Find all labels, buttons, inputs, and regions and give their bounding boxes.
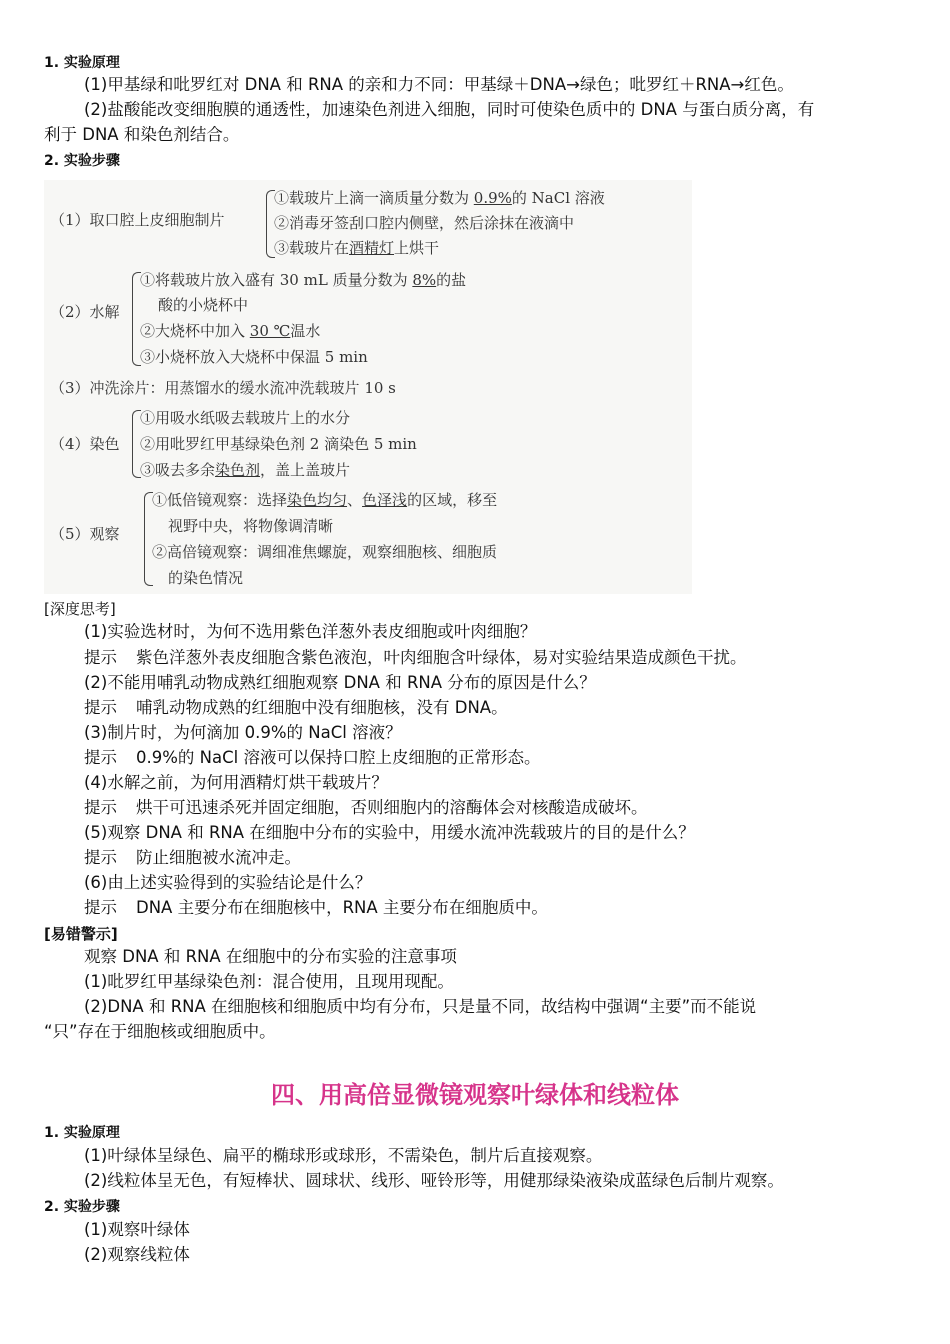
think-a3: 提示 0.9%的 NaCl 溶液可以保持口腔上皮细胞的正常形态。 — [84, 748, 541, 767]
section-title: 四、用高倍显微镜观察叶绿体和线粒体 — [271, 1081, 679, 1109]
think-a1: 提示 紫色洋葱外表皮细胞含紫色液泡，叶肉细胞含叶绿体，易对实验结果造成颜色干扰。 — [84, 648, 747, 667]
steps-diagram — [44, 180, 692, 594]
step3: （3）冲洗涂片：用蒸馏水的缓水流冲洗载玻片 10 s — [50, 379, 396, 397]
step5-item1: ①低倍镜观察：选择染色均匀、色泽浅的区域，移至 — [152, 491, 498, 509]
step5-item2-cont: 的染色情况 — [168, 569, 244, 587]
warn-2-line1: (2)DNA 和 RNA 在细胞核和细胞质中均有分布，只是量不同，故结构中强调“主要”而不能说 — [84, 997, 757, 1016]
step2-item3: ③小烧杯放入大烧杯中保温 5 min — [140, 348, 368, 366]
step2-item1: ①将载玻片放入盛有 30 mL 质量分数为 8%的盐 — [140, 271, 467, 289]
think-a4: 提示 烘干可迅速杀死并固定细胞，否则细胞内的溶酶体会对核酸造成破坏。 — [84, 798, 648, 817]
think-a2: 提示 哺乳动物成熟的红细胞中没有细胞核，没有 DNA。 — [84, 698, 508, 717]
think-q3: (3)制片时，为何滴加 0.9%的 NaCl 溶液？ — [84, 723, 402, 742]
step1-label: （1）取口腔上皮细胞制片 — [50, 211, 225, 229]
sec4-heading-steps: 2. 实验步骤 — [44, 1199, 120, 1215]
principle-2-line2: 利于 DNA 和染色剂结合。 — [44, 125, 240, 144]
step5-item2: ②高倍镜观察：调细准焦螺旋，观察细胞核、细胞质 — [152, 543, 498, 561]
think-header: [深度思考] — [44, 600, 116, 618]
step4-item2: ②用吡罗红甲基绿染色剂 2 滴染色 5 min — [140, 435, 417, 453]
think-a6: 提示 DNA 主要分布在细胞核中，RNA 主要分布在细胞质中。 — [84, 898, 548, 917]
sec4-principle-2: (2)线粒体呈无色，有短棒状、圆球状、线形、哑铃形等，用健那绿染液染成蓝绿色后制片观察。 — [84, 1171, 784, 1190]
sec4-step-2: (2)观察线粒体 — [84, 1245, 190, 1264]
sec4-principle-1: (1)叶绿体呈绿色、扁平的椭球形或球形，不需染色，制片后直接观察。 — [84, 1146, 603, 1165]
warn-2-line2: “只”存在于细胞核或细胞质中。 — [44, 1022, 276, 1041]
principle-1: (1)甲基绿和吡罗红对 DNA 和 RNA 的亲和力不同：甲基绿＋DNA→绿色；吡罗红＋RNA→红色。 — [84, 75, 794, 94]
step5-item1-cont: 视野中央，将物像调清晰 — [168, 517, 334, 535]
warn-intro: 观察 DNA 和 RNA 在细胞中的分布实验的注意事项 — [84, 947, 457, 966]
think-q4: (4)水解之前，为何用酒精灯烘干载玻片？ — [84, 773, 388, 792]
think-q1: (1)实验选材时，为何不选用紫色洋葱外表皮细胞或叶肉细胞？ — [84, 622, 537, 641]
step1-item2: ②消毒牙签刮口腔内侧壁，然后涂抹在液滴中 — [274, 214, 575, 232]
step2-label: （2）水解 — [50, 303, 120, 321]
think-q6: (6)由上述实验得到的实验结论是什么？ — [84, 873, 372, 892]
step1-item1: ①载玻片上滴一滴质量分数为 0.9%的 NaCl 溶液 — [274, 189, 605, 207]
step2-item1-cont: 酸的小烧杯中 — [158, 296, 249, 314]
step4-label: （4）染色 — [50, 435, 120, 453]
step1-item3: ③载玻片在酒精灯上烘干 — [274, 239, 440, 257]
step5-label: （5）观察 — [50, 525, 120, 543]
sec4-step-1: (1)观察叶绿体 — [84, 1220, 190, 1239]
sec4-heading-principle: 1. 实验原理 — [44, 1125, 120, 1141]
heading-steps: 2. 实验步骤 — [44, 153, 120, 169]
warn-header: [易错警示] — [44, 925, 118, 943]
heading-principle: 1. 实验原理 — [44, 55, 120, 71]
think-q5: (5)观察 DNA 和 RNA 在细胞中分布的实验中，用缓水流冲洗载玻片的目的是什么？ — [84, 823, 695, 842]
step4-item1: ①用吸水纸吸去载玻片上的水分 — [140, 409, 351, 427]
step4-item3: ③吸去多余染色剂，盖上盖玻片 — [140, 461, 351, 479]
step2-item2: ②大烧杯中加入 30 ℃温水 — [140, 322, 321, 340]
principle-2-line1: (2)盐酸能改变细胞膜的通透性，加速染色剂进入细胞，同时可使染色质中的 DNA 与蛋白质分离，有 — [84, 100, 815, 119]
think-q2: (2)不能用哺乳动物成熟红细胞观察 DNA 和 RNA 分布的原因是什么？ — [84, 673, 596, 692]
think-a5: 提示 防止细胞被水流冲走。 — [84, 848, 301, 867]
warn-1: (1)吡罗红甲基绿染色剂：混合使用，且现用现配。 — [84, 972, 454, 991]
